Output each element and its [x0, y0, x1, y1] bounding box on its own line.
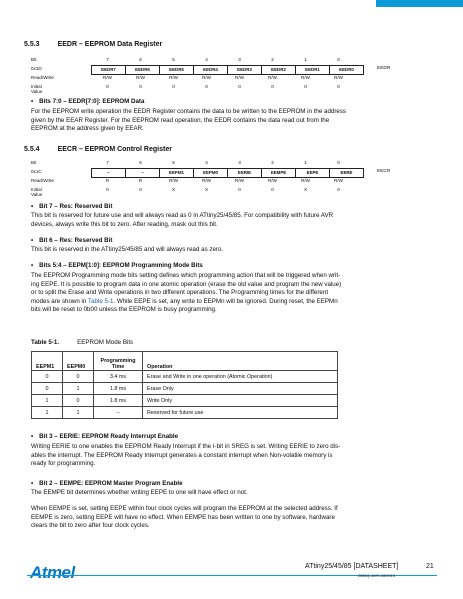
- paragraph-bit3: Writing EERIE to one enables the EEPROM Ready Interrupt if the I-bit in SREG is set. Writing EERIE to zero dis- ables the interrupt. The EEPROM Ready Interrupt generates a constant interrupt when Non-volatile memory is ready for programming.: [31, 443, 341, 468]
- paragraph-bits54: The EEPROM Programming mode bits setting defines which programming action that will be triggered when writ- ing EEPE. It is possible to program data in one atomic operation (erase the old value and program the new value) or to split the Erase and Write operations in two different operations. The Programming times for the different modes are shown in Table 5-1. While EEPE is set, any write to EEPMn will be ignored. During reset, the EEPMn bits will be reset to 0b00 unless the EEPROM is busy programming.: [31, 272, 437, 315]
- paragraph-bit6: This bit is reserved in the ATtiny25/45/85 and will always read as zero.: [31, 246, 224, 253]
- header-eepm0: EEPM0: [63, 352, 94, 371]
- paragraph-bit2-b: When EEMPE is set, setting EEPE within four clock cycles will program the EEPROM at the selected address. If EEMPE is zero, setting EEPE will have no effect. When EEMPE has been written to one by software, hardware clears the bit to zero after four clock cycles.: [31, 505, 338, 530]
- paragraph-bit7: This bit is reserved for future use and will always read as 0 in ATtiny25/45/85. For compatibility with future AVR devices, always write this bit to zero. After reading, mask out this bit.: [31, 212, 334, 228]
- bit-name-box: – – EEPM1 EEPM0 EERIE EEMPE EEPE EERE: [91, 168, 364, 178]
- table-caption: [31, 339, 133, 346]
- paragraph-line-with-link: modes are shown in Table 5-1. While EEPE is set, any write to EEPMn will be ignored. During reset, the EEPMn: [31, 297, 338, 305]
- document-id: 2586Q–AVR–08/2013: [358, 574, 395, 578]
- bullet-eedr-bits: • Bits 7:0 – EEDR[7:0]: EEPROM Data: [31, 98, 144, 105]
- bullet-bit3: • Bit 3 – EERIE: EEPROM Ready Interrupt Enable: [31, 433, 178, 440]
- paragraph-bit2-a: The EEMPE bit determines whether writing EEPE to one will have effect or not.: [31, 489, 248, 496]
- table-row: 1 1 – Reserved for future use: [32, 407, 338, 419]
- section-title: EEDR – EEPROM Data Register: [57, 41, 163, 48]
- table-row: 0 1 1.8 ms Erase Only: [32, 383, 338, 395]
- table-caption-title: EEPROM Mode Bits: [77, 339, 134, 346]
- header-programming-time: Programming Time: [94, 352, 143, 371]
- register-name: EECR: [377, 169, 391, 174]
- bullet-bits54: • Bits 5:4 – EEPM[1:0]: EEPROM Programming Mode Bits: [31, 262, 203, 269]
- bullet-bit6: • Bit 6 – Res: Reserved Bit: [31, 237, 112, 244]
- table-row: 1 0 1.8 ms Write Only: [32, 395, 338, 407]
- section-heading-eedr: [24, 41, 162, 48]
- footer-title: ATtiny25/45/85 [DATASHEET]: [305, 563, 399, 570]
- header-bar-right: [376, 0, 463, 7]
- bullet-bit7: • Bit 7 – Res: Reserved Bit: [31, 203, 112, 210]
- section-number: 5.5.4: [24, 146, 40, 153]
- bit-name-box: EEDR7 EEDR6 EEDR5 EEDR4 EEDR3 EEDR2 EEDR1 EEDR0: [91, 65, 364, 75]
- table-row: 0 0 3.4 ms Erase and Write in one operation (Atomic Operation): [32, 371, 338, 383]
- header-eepm1: EEPM1: [32, 352, 63, 371]
- datasheet-page: 5.5.3 EEDR – EEPROM Data Register Bit 7 6 5 4 3 2 1 0 0x1D EEDR7 EEDR6 EEDR5 EEDR4 EEDR3 EEDR2 EEDR1 EEDR0 EEDR Read/Write R/W R/W R/W R/W R/W R/W R/W R/W Initial Value 0 0 0 0 0 0 0 0 • Bits 7:0 – EEDR[7:0]: EEPROM Data For the EEPROM write operation the EEDR Register contains the data to be written to the EEPROM in the address given by the EEAR Register. For the EEPROM read operation, the EEDR contains the data read out from the EEPROM at the address given by EEAR. 5.5.4 EECR – EEPROM Control Register Bit 7 6 5 4 3 2 1 0 0x1C – – EEPM1 EEPM0 EERIE EEMPE EEPE EERE EECR Read/Write R R R/W R/W R/W R/W R/W R/W Initial Value 0 0 X X 0 0 X 0 • Bit 7 – Res: Reserved Bit This bit is reserved for future use and will always read as 0 in ATtiny25/45/85. For compatibility with future AVR devices, always write this bit to zero. After reading, mask out this bit. • Bit 6 – Res: Reserved Bit This bit is reserved in the ATtiny25/45/85 and will always read as zero. • Bits 5:4 – EEPM[1:0]: EEPROM Programming Mode Bits The EEPROM Programming mode bits setting defines which programming action that will be triggered when writ- ing EEPE. It is possible to program data in one atomic operation (erase the old value and program the new value) or to split the Erase and Write operations in two different operations. The Programming times for the different modes are shown in Table 5-1. While EEPE is set, any write to EEPMn will be ignored. During reset, the EEPMn bits will be reset to 0b00 unless the EEPROM is busy programming. Table 5-1. EEPROM Mode Bits EEPM1 EEPM0 Programming Time Operation 0 0 3.4 ms Erase and Write in one operation (Atomic Operation) 0 1 1.8 ms Erase Only 1 0 1.8 ms Write Only 1 1 – Reserved for future use • Bit 3 – EERIE: EEPROM Ready Interrupt Enable Writing EERIE to one enables the EEPROM Ready Interrupt if the I-bit in SREG is set. Writing EERIE to zero dis- ables the interrupt. The EEPROM Ready Interrupt generates a constant interrupt when Non-volatile memory is ready for programming. • Bit 2 – EEMPE: EEPROM Master Program Enable The EEMPE bit determines whether writing EEPE to one will have effect or not. When EEMPE is set, setting EEPE within four clock cycles will program the EEPROM at the selected address. If EEMPE is zero, setting EEPE will have no effect. When EEMPE has been written to one by software, hardware clears the bit to zero after four clock cycles. Atmel ATtiny25/45/85 [DATASHEET] 21 2586Q–AVR–08/2013: [0, 0, 463, 599]
- header-operation: Operation: [143, 352, 338, 371]
- section-title: EECR – EEPROM Control Register: [57, 146, 172, 153]
- table-header-row: [32, 352, 338, 371]
- table-caption-number: Table 5-1.: [31, 339, 60, 346]
- eeprom-mode-table: [31, 351, 338, 419]
- bullet-bit2: • Bit 2 – EEMPE: EEPROM Master Program Enable: [31, 480, 183, 487]
- table-5-1-link[interactable]: Table 5-1: [87, 297, 114, 305]
- atmel-logo: Atmel: [30, 563, 75, 582]
- section-number: 5.5.3: [24, 41, 40, 48]
- section-heading-eecr: [24, 146, 172, 153]
- register-name: EEDR: [377, 66, 391, 71]
- paragraph-eedr: For the EEPROM write operation the EEDR Register contains the data to be written to the EEPROM in the address given by the EEAR Register. For the EEPROM read operation, the EEDR contains the data read out from the EEPROM at the address given by EEAR.: [31, 108, 347, 133]
- page-number: 21: [426, 563, 434, 570]
